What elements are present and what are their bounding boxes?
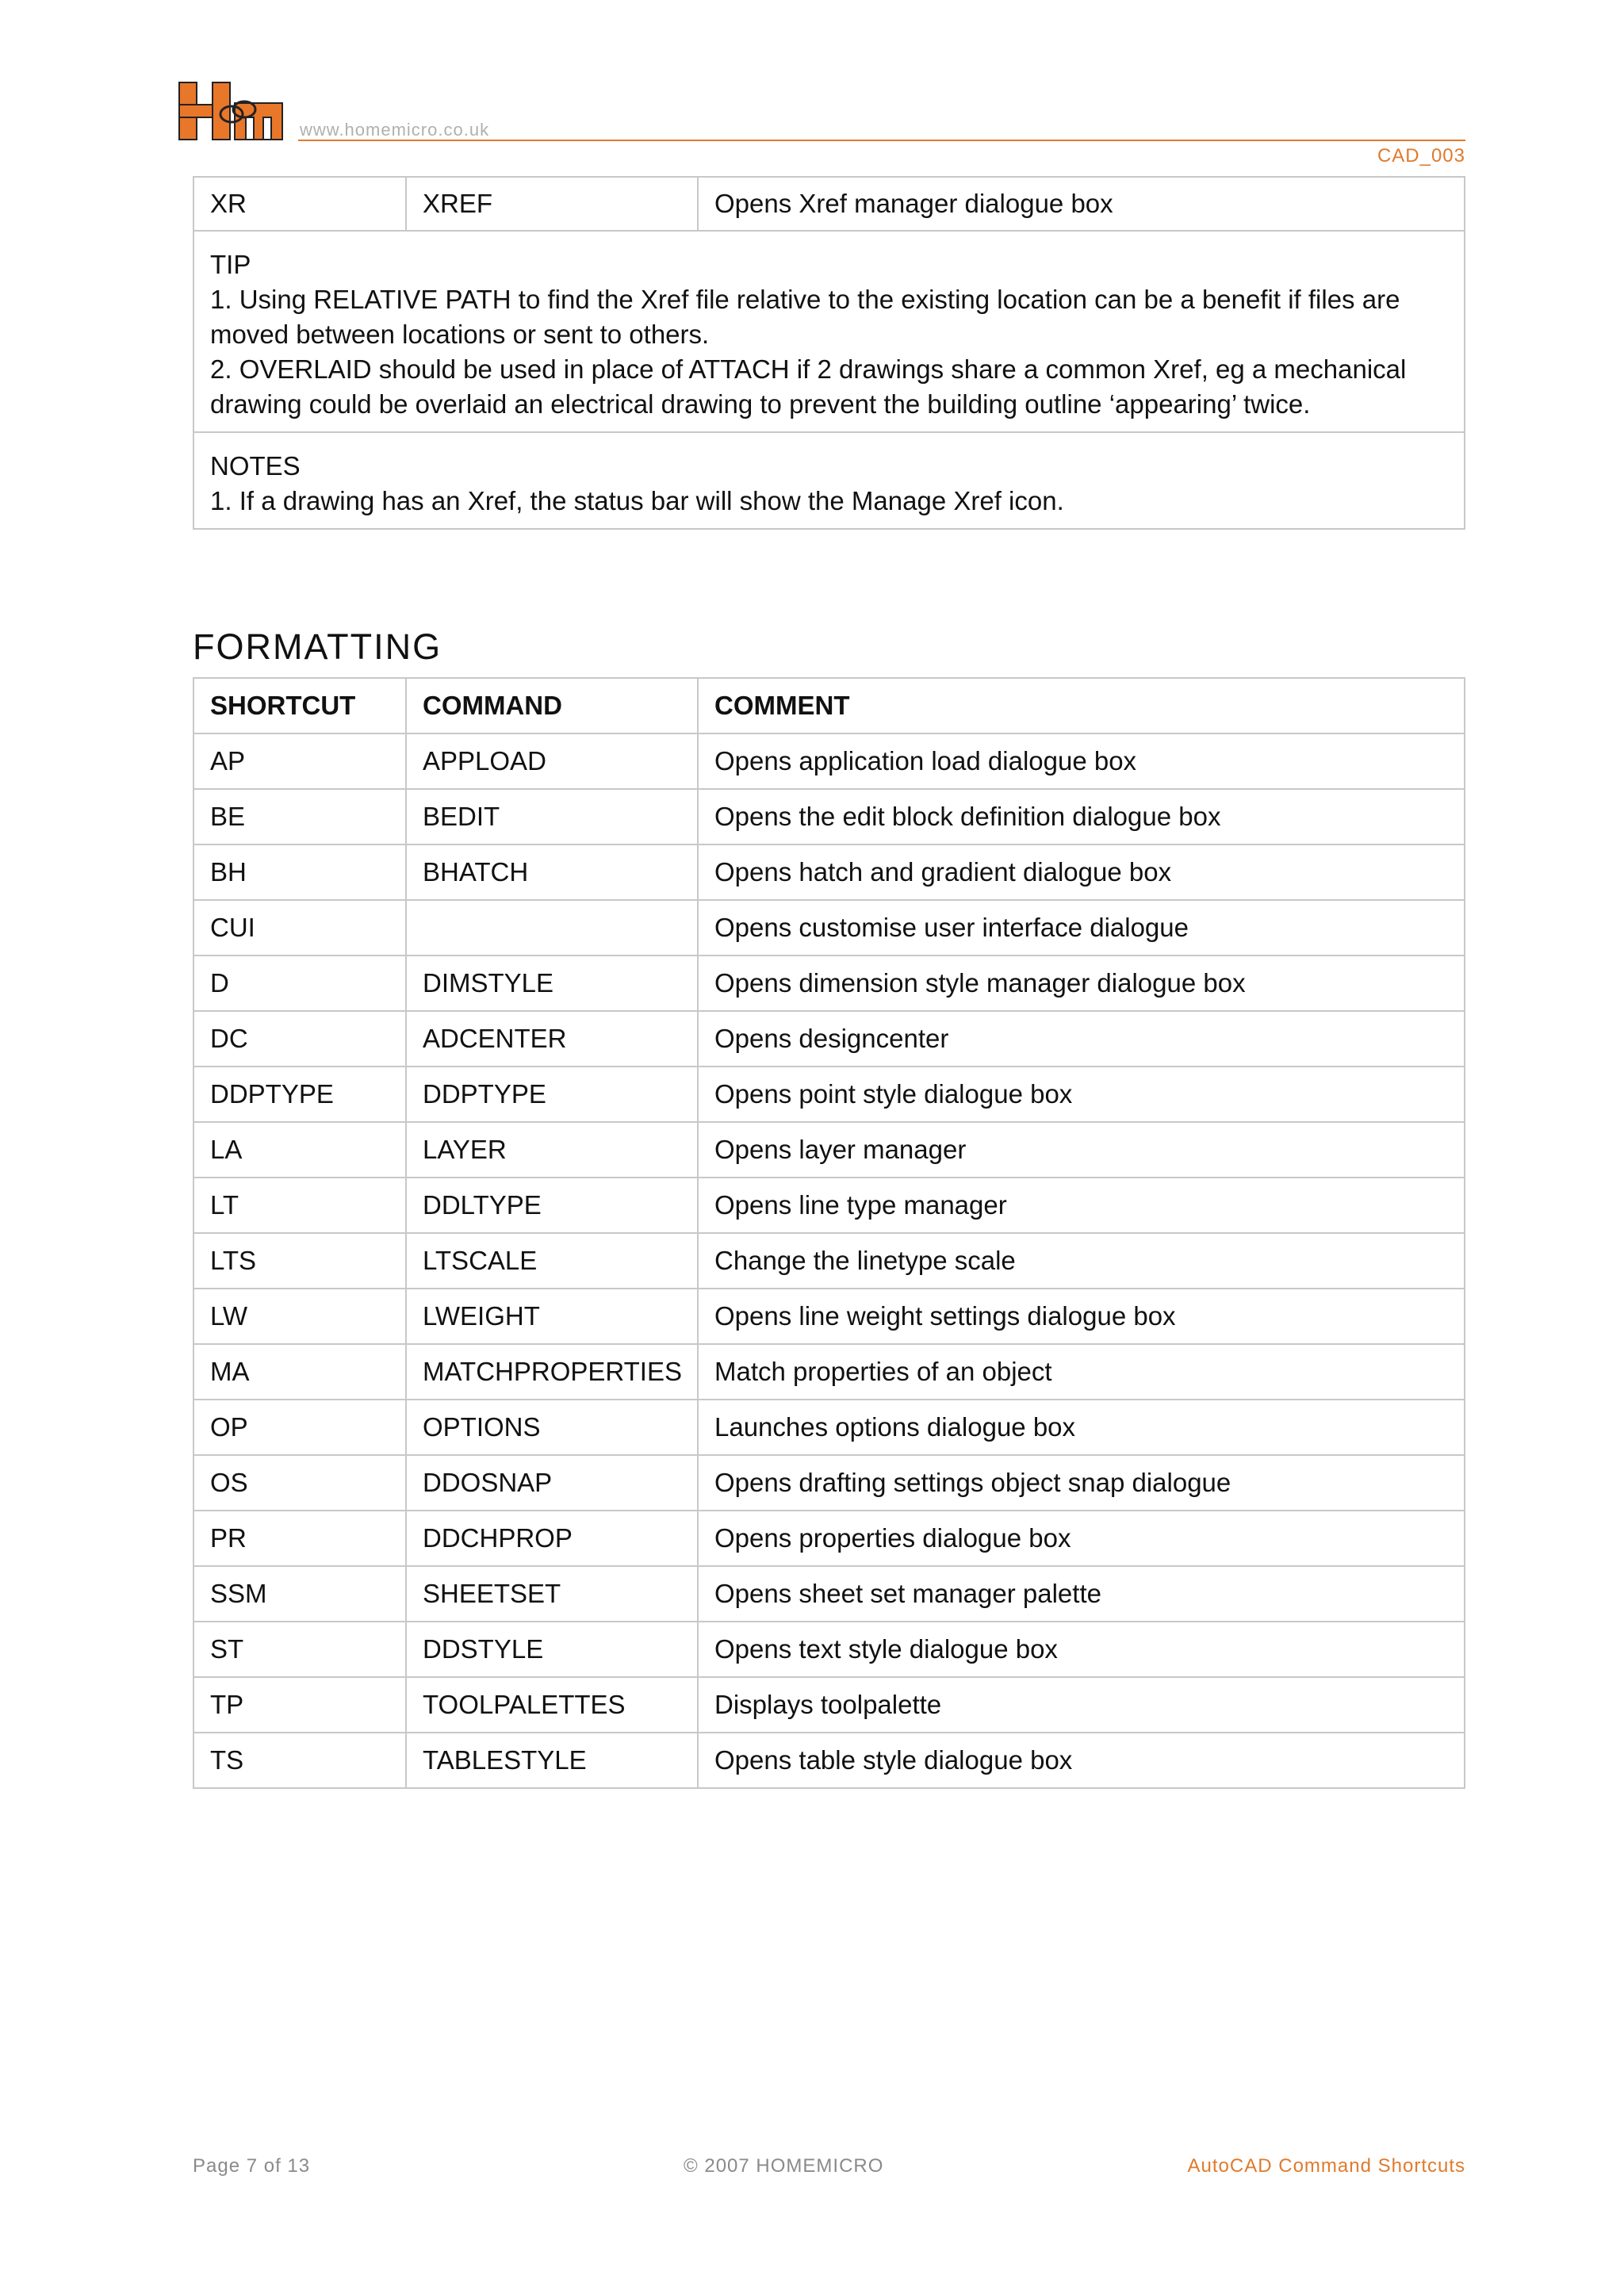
site-url: www.homemicro.co.uk (300, 120, 490, 140)
comment-cell: Launches options dialogue box (698, 1400, 1465, 1455)
comment-cell: Opens application load dialogue box (698, 733, 1465, 789)
comment-cell: Opens point style dialogue box (698, 1067, 1465, 1122)
table-row (193, 1289, 1465, 1344)
table-row (193, 1511, 1465, 1566)
document-title: AutoCAD Command Shortcuts (1187, 2155, 1465, 2177)
shortcut-cell: SSM (193, 1566, 406, 1622)
shortcut-cell: LW (193, 1289, 406, 1344)
comment-cell: Opens line weight settings dialogue box (698, 1289, 1465, 1344)
shortcut-cell: DC (193, 1011, 406, 1067)
comment-cell: Opens designcenter (698, 1011, 1465, 1067)
table-row (193, 1178, 1465, 1233)
comment-cell: Opens drafting settings object snap dialogue (698, 1455, 1465, 1511)
table-row (193, 1067, 1465, 1122)
table-row (193, 1733, 1465, 1788)
table-row (193, 1622, 1465, 1677)
command-cell: DDPTYPE (406, 1067, 698, 1122)
comment-cell: Opens sheet set manager palette (698, 1566, 1465, 1622)
tip-line: 2. OVERLAID should be used in place of ATTACH if 2 drawings share a common Xref, eg a mechanical drawing could be overlaid an electrical drawing to prevent the building outline ‘appearing’ twice. (210, 354, 1407, 419)
tip-cell (193, 231, 1465, 432)
shortcut-cell: LT (193, 1178, 406, 1233)
command-cell: LWEIGHT (406, 1289, 698, 1344)
comment-cell: Opens line type manager (698, 1178, 1465, 1233)
command-cell: LAYER (406, 1122, 698, 1178)
command-cell: OPTIONS (406, 1400, 698, 1455)
column-header: SHORTCUT (193, 678, 406, 733)
table-row (193, 1344, 1465, 1400)
comment-cell: Opens dimension style manager dialogue box (698, 956, 1465, 1011)
table-row (193, 1455, 1465, 1511)
shortcut-cell: D (193, 956, 406, 1011)
column-header: COMMAND (406, 678, 698, 733)
comment-cell: Opens table style dialogue box (698, 1733, 1465, 1788)
table-row (193, 1566, 1465, 1622)
tip-row (193, 231, 1465, 432)
command-cell: BEDIT (406, 789, 698, 844)
table-row (193, 1400, 1465, 1455)
comment-cell: Opens layer manager (698, 1122, 1465, 1178)
command-cell: TABLESTYLE (406, 1733, 698, 1788)
table-header-row (193, 678, 1465, 733)
command-cell: TOOLPALETTES (406, 1677, 698, 1733)
xref-table (193, 176, 1465, 530)
shortcut-cell: LTS (193, 1233, 406, 1289)
command-cell: BHATCH (406, 844, 698, 900)
table-row (193, 900, 1465, 956)
notes-cell (193, 432, 1465, 529)
command-cell: APPLOAD (406, 733, 698, 789)
tip-title: TIP (210, 250, 251, 279)
table-row (193, 956, 1465, 1011)
table-row (193, 1233, 1465, 1289)
shortcut-cell: OP (193, 1400, 406, 1455)
comment-cell: Opens hatch and gradient dialogue box (698, 844, 1465, 900)
comment-cell: Change the linetype scale (698, 1233, 1465, 1289)
tip-line: 1. Using RELATIVE PATH to find the Xref file relative to the existing location can be a benefit if files are moved between locations or sent to others. (210, 285, 1400, 349)
shortcut-cell: CUI (193, 900, 406, 956)
command-cell: XREF (406, 177, 698, 231)
comment-cell: Opens the edit block definition dialogue box (698, 789, 1465, 844)
page-number: Page 7 of 13 (193, 2155, 311, 2177)
notes-row (193, 432, 1465, 529)
comment-cell: Opens text style dialogue box (698, 1622, 1465, 1677)
section-title: FORMATTING (193, 626, 442, 667)
table-row (193, 789, 1465, 844)
shortcut-cell: BH (193, 844, 406, 900)
command-cell: ADCENTER (406, 1011, 698, 1067)
comment-cell: Match properties of an object (698, 1344, 1465, 1400)
notes-line: 1. If a drawing has an Xref, the status bar will show the Manage Xref icon. (210, 486, 1064, 515)
homemicro-logo (178, 79, 285, 143)
shortcut-cell: AP (193, 733, 406, 789)
table-row (193, 844, 1465, 900)
command-cell: DDCHPROP (406, 1511, 698, 1566)
table-row (193, 733, 1465, 789)
command-cell: SHEETSET (406, 1566, 698, 1622)
shortcut-cell: TP (193, 1677, 406, 1733)
formatting-table (193, 677, 1465, 1789)
shortcut-cell: XR (193, 177, 406, 231)
table-row (193, 1011, 1465, 1067)
column-header: COMMENT (698, 678, 1465, 733)
table-row (193, 1122, 1465, 1178)
table-row (193, 1677, 1465, 1733)
document-code: CAD_003 (1377, 145, 1465, 167)
shortcut-cell: ST (193, 1622, 406, 1677)
command-cell: DDLTYPE (406, 1178, 698, 1233)
shortcut-cell: OS (193, 1455, 406, 1511)
comment-cell: Opens Xref manager dialogue box (698, 177, 1465, 231)
command-cell: DIMSTYLE (406, 956, 698, 1011)
command-cell: LTSCALE (406, 1233, 698, 1289)
command-cell (406, 900, 698, 956)
comment-cell: Opens properties dialogue box (698, 1511, 1465, 1566)
shortcut-cell: MA (193, 1344, 406, 1400)
command-cell: DDOSNAP (406, 1455, 698, 1511)
header-divider (298, 140, 1465, 141)
table-row (193, 177, 1465, 231)
shortcut-cell: TS (193, 1733, 406, 1788)
command-cell: MATCHPROPERTIES (406, 1344, 698, 1400)
command-cell: DDSTYLE (406, 1622, 698, 1677)
comment-cell: Displays toolpalette (698, 1677, 1465, 1733)
shortcut-cell: BE (193, 789, 406, 844)
notes-title: NOTES (210, 451, 301, 481)
shortcut-cell: DDPTYPE (193, 1067, 406, 1122)
shortcut-cell: PR (193, 1511, 406, 1566)
comment-cell: Opens customise user interface dialogue (698, 900, 1465, 956)
copyright: © 2007 HOMEMICRO (684, 2155, 884, 2177)
shortcut-cell: LA (193, 1122, 406, 1178)
